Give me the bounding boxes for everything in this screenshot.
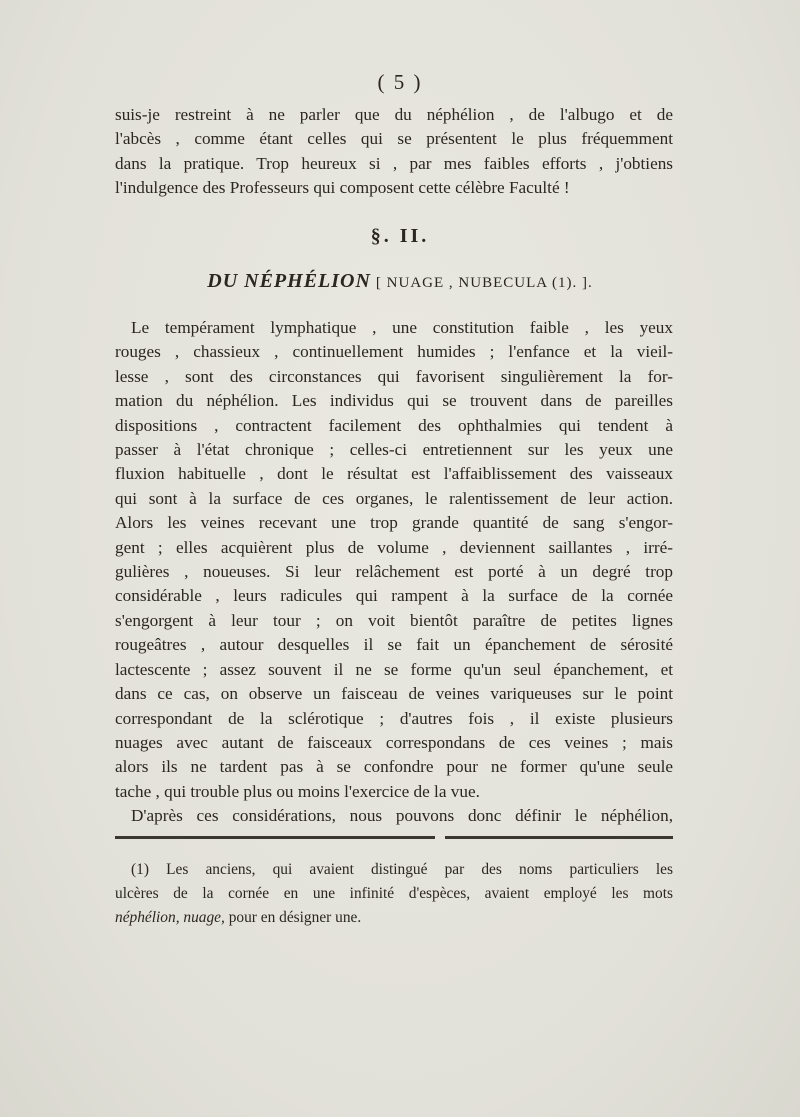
body-line: tache , qui trouble plus ou moins l'exercice de la vue. bbox=[115, 781, 480, 801]
body-line: lesse , sont des circonstances qui favorisent singulièrement la for- bbox=[115, 366, 673, 386]
intro-line: dans la pratique. Trop heureux si , par mes faibles efforts , j'obtiens bbox=[115, 153, 673, 173]
body-line: dispositions , contractent facilement des ophthalmies qui tendent à bbox=[115, 415, 673, 435]
body-line: mation du néphélion. Les individus qui se trouvent dans de pareilles bbox=[115, 391, 673, 411]
section-title bbox=[0, 270, 800, 293]
footnote-line: ulcères de la cornée en une infinité d'espèces, avaient employé les mots bbox=[115, 885, 673, 902]
intro-line: l'indulgence des Professeurs qui composent cette célèbre Faculté ! bbox=[115, 178, 570, 198]
section-title-main: DU NÉPHÉLION bbox=[207, 270, 371, 292]
footnote-line: (1) Les anciens, qui avaient distingué par des noms particuliers les bbox=[131, 861, 673, 878]
body-line: rougeâtres , autour desquelles il se fait un épanchement de sérosité bbox=[115, 635, 673, 655]
footnote-rule-left bbox=[115, 836, 435, 839]
body-line: passer à l'état chronique ; celles-ci entretiennent sur les yeux une bbox=[115, 440, 673, 460]
footnote-italic-terms: néphélion, nuage, bbox=[115, 909, 225, 926]
body-line: gent ; elles acquièrent plus de volume , deviennent saillantes , irré- bbox=[115, 537, 673, 557]
body-line: s'engorgent à leur tour ; on voit bientôt paraître de petites lignes bbox=[115, 610, 673, 630]
body-line: nuages avec autant de faisceaux correspondans de ces veines ; mais bbox=[115, 732, 673, 752]
body-line: Alors les veines recevant une trop grande quantité de sang s'engor- bbox=[115, 513, 673, 533]
body-line: qui sont à la surface de ces organes, le ralentissement de leur action. bbox=[115, 488, 673, 508]
body-line: dans ce cas, on observe un faisceau de veines variqueuses sur le point bbox=[115, 684, 673, 704]
section-title-bracket: [ NUAGE , NUBECULA (1). ]. bbox=[375, 275, 593, 291]
body-line: fluxion habituelle , dont le résultat est l'affaiblissement des vaisseaux bbox=[115, 464, 673, 484]
footnote-line-3 bbox=[115, 906, 673, 930]
body-line: D'après ces considérations, nous pouvons donc définir le néphélion, bbox=[131, 806, 673, 826]
footnote-rule-right bbox=[445, 836, 673, 839]
body-line: considérable , leurs radicules qui rampent à la surface de la cornée bbox=[115, 586, 673, 606]
intro-line: l'abcès , comme étant celles qui se présentent le plus fréquemment bbox=[115, 129, 673, 149]
body-line: correspondant de la sclérotique ; d'autres fois , il existe plusieurs bbox=[115, 708, 673, 728]
footnote-line-end: pour en désigner une. bbox=[224, 909, 362, 926]
footnote bbox=[115, 858, 673, 930]
body-line: rouges , chassieux , continuellement humides ; l'enfance et la vieil- bbox=[115, 342, 673, 362]
intro-line: suis-je restreint à ne parler que du néphélion , de l'albugo et de bbox=[115, 105, 673, 124]
intro-paragraph bbox=[115, 103, 673, 201]
body-line: alors ils ne tardent pas à se confondre pour ne former qu'une seule bbox=[115, 757, 673, 777]
body-line: gulières , noueuses. Si leur relâchement est porté à un degré trop bbox=[115, 562, 673, 582]
section-number: §. II. bbox=[370, 225, 430, 247]
page-number: ( 5 ) bbox=[377, 70, 423, 94]
body-line: lactescente ; assez souvent il ne se forme qu'un seul épanchement, et bbox=[115, 659, 673, 679]
body-paragraph bbox=[115, 316, 673, 829]
body-line: Le tempérament lymphatique , une constitution faible , les yeux bbox=[131, 318, 673, 337]
footnote-rule bbox=[115, 836, 673, 839]
